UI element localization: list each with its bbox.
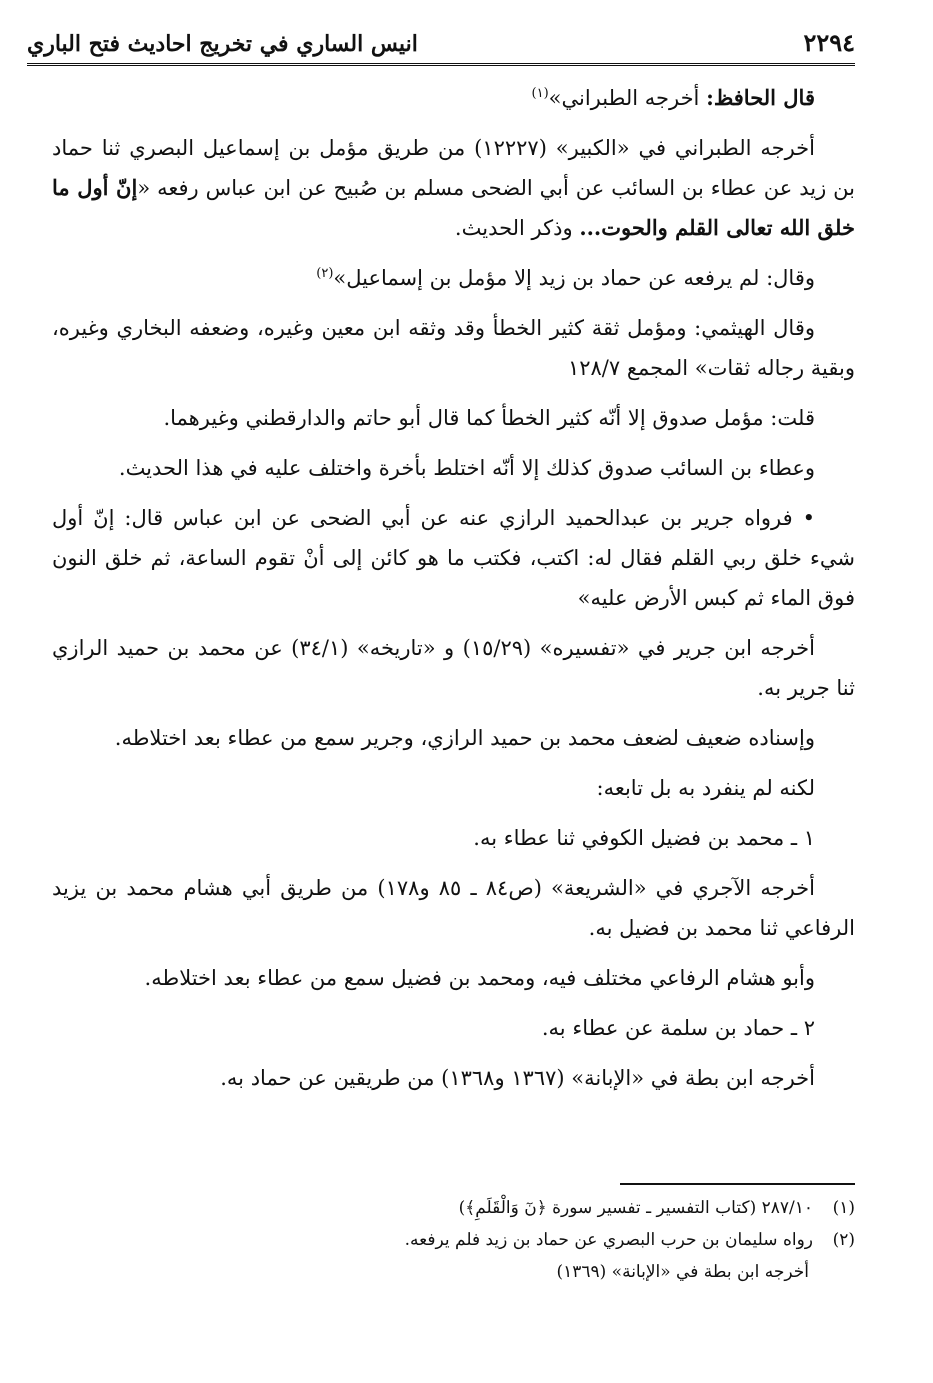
footnote-2	[52, 1224, 855, 1256]
paragraph-rifai: وأبو هشام الرفاعي مختلف فيه، ومحمد بن فضيل سمع من عطاء بعد اختلاطه.	[144, 966, 815, 990]
page-header	[27, 22, 855, 66]
paragraph-jarir: • فرواه جرير بن عبدالحميد الرازي عنه عن أبي الضحى عن ابن عباس قال: إنّ أول شيء خلق ربي القلم فقال له: اكتب، فكتب ما هو كائن إلى أنْ تقوم الساعة، ثم خلق النون فوق الماء ثم كبس الأرض عليه»	[52, 506, 855, 610]
paragraph-tabarani	[52, 128, 855, 248]
footnote-1	[52, 1192, 855, 1224]
footnote-ref-2: (٢)	[316, 266, 334, 281]
paragraph-ibn-jarir: أخرجه ابن جرير في «تفسيره» (١٥/٢٩) و «تاريخه» (٣٤/١) عن محمد بن حميد الرازي ثنا جرير به.	[52, 636, 855, 700]
page-number: ٢٢٩٤	[803, 28, 855, 57]
paragraph-isnad: وإسناده ضعيف لضعف محمد بن حميد الرازي، وجرير سمع من عطاء بعد اختلاطه.	[114, 726, 815, 750]
paragraph-ibn-batta: أخرجه ابن بطة في «الإبانة» (١٣٦٧ و١٣٦٨) من طريقين عن حماد به.	[220, 1066, 815, 1090]
paragraph-mumal: قلت: مؤمل صدوق إلا أنّه كثير الخطأ كما قال أبو حاتم والدارقطني وغيرهما.	[163, 406, 815, 430]
hafiz-label: قال الحافظ:	[706, 85, 815, 110]
paragraph-haythami: وقال الهيثمي: ومؤمل ثقة كثير الخطأ وقد وثقه ابن معين وغيره، وضعفه البخاري وغيره، وبقية رجاله ثقات» المجمع ١٢٨/٧	[52, 316, 855, 380]
footnote-2-number: (٢)	[832, 1230, 855, 1250]
hadith-text: إنّ أول ما خلق الله تعالى القلم والحوت...	[52, 175, 855, 240]
tabarani-end: وذكر الحديث.	[454, 216, 580, 240]
list-item-1: ١ ـ محمد بن فضيل الكوفي ثنا عطاء به.	[473, 826, 815, 850]
running-title: انيس الساري في تخريج احاديث فتح الباري	[27, 31, 418, 57]
not-raised-text: وقال: لم يرفعه عن حماد بن زيد إلا مؤمل بن إسماعيل»	[333, 266, 815, 290]
footnote-ref-1: (١)	[531, 86, 549, 101]
paragraph-followed: لكنه لم ينفرد به بل تابعه:	[596, 776, 815, 800]
footnote-1-text: ٢٨٧/١٠ (كتاب التفسير ـ تفسير سورة ﴿نٓ وَالْقَلَمِ﴾)	[458, 1198, 813, 1218]
tabarani-text: أخرجه الطبراني في «الكبير» (١٢٢٢٧) من طريق مؤمل بن إسماعيل البصري ثنا حماد بن زيد عن عطاء بن السائب عن أبي الضحى مسلم بن صُبيح عن ابن عباس رفعه «	[52, 136, 855, 200]
main-text	[52, 78, 855, 1108]
paragraph-hafiz-quote	[52, 78, 855, 118]
list-item-2: ٢ ـ حماد بن سلمة عن عطاء به.	[541, 1016, 815, 1040]
paragraph-ajurri: أخرجه الآجري في «الشريعة» (ص٨٤ ـ ٨٥ و١٧٨) من طريق أبي هشام محمد بن يزيد الرفاعي ثنا محمد بن فضيل به.	[52, 876, 855, 940]
footnote-divider	[620, 1183, 855, 1185]
footnote-1-number: (١)	[832, 1198, 855, 1218]
footnote-2-text: رواه سليمان بن حرب البصري عن حماد بن زيد فلم يرفعه.	[404, 1230, 813, 1250]
footnotes	[52, 1192, 855, 1288]
footnote-2-continuation: أخرجه ابن بطة في «الإبانة» (١٣٦٩)	[556, 1262, 809, 1282]
paragraph-ata: وعطاء بن السائب صدوق كذلك إلا أنّه اختلط بأخرة واختلف عليه في هذا الحديث.	[118, 456, 815, 480]
paragraph-not-raised	[52, 258, 855, 298]
hafiz-quote-text: أخرجه الطبراني»	[548, 86, 707, 110]
